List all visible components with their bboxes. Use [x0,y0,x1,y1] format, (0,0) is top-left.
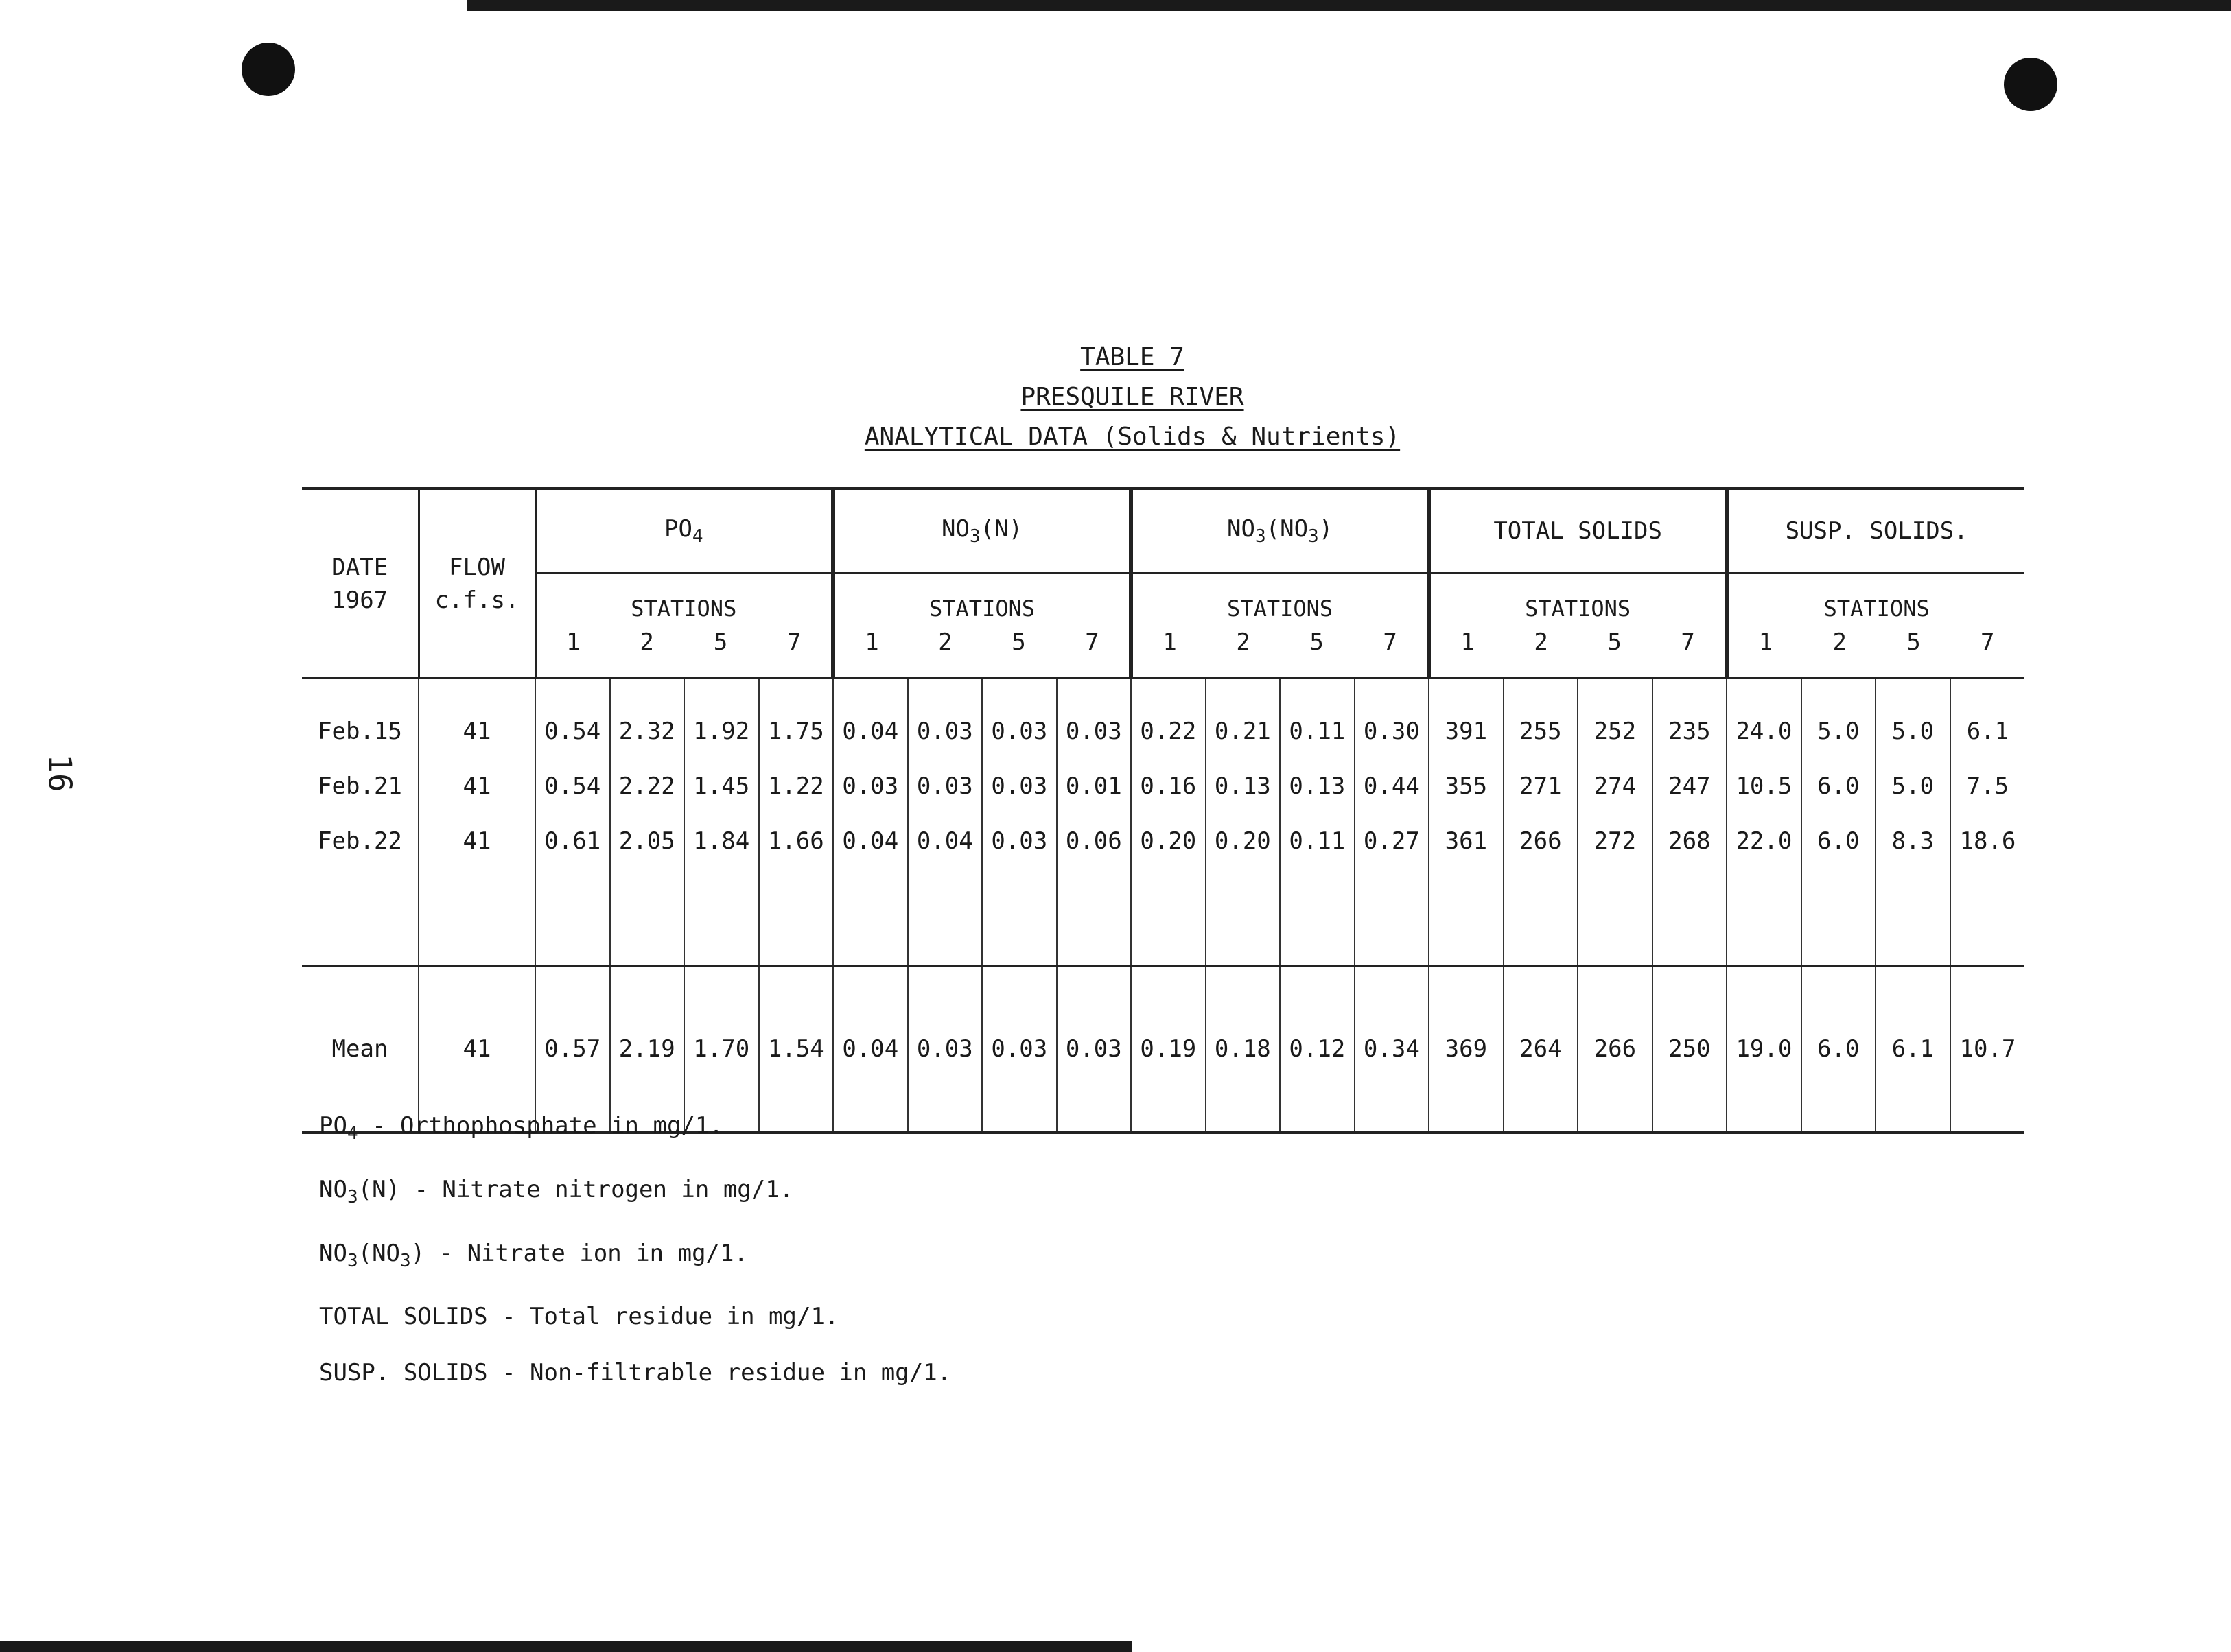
value-cell: 1.22 [759,759,834,814]
value-cell: 1.92 [684,678,759,759]
value-cell: 391 [1429,678,1504,759]
spacer-cell [1057,869,1132,966]
analytical-data-table-wrap [302,487,2024,1134]
value-cell: 6.0 [1801,759,1876,814]
value-cell: 5.0 [1801,678,1876,759]
date-cell: Mean [302,966,419,1133]
table-row [302,759,2024,814]
value-cell: 0.13 [1280,759,1355,814]
value-cell: 0.03 [982,966,1057,1133]
spacer-cell [833,869,908,966]
value-cell: 0.03 [1057,966,1132,1133]
value-cell: 1.70 [684,966,759,1133]
value-cell: 1.66 [759,814,834,869]
po4-stations-header: STATIONS 1 2 5 7 [535,574,833,678]
value-cell: 6.1 [1950,678,2025,759]
value-cell: 369 [1429,966,1504,1133]
total-solids-group-header: TOTAL SOLIDS [1429,488,1727,574]
value-cell: 266 [1578,966,1652,1133]
value-cell: 252 [1578,678,1652,759]
spacer-cell [759,869,834,966]
flow-header: FLOW c.f.s. [419,488,535,678]
value-cell: 0.22 [1131,678,1206,759]
value-cell: 0.44 [1355,759,1429,814]
table-title-block [721,338,1544,457]
po4-group-header: $PO_4$ [535,488,833,574]
value-cell: 1.75 [759,678,834,759]
value-cell: 0.57 [535,966,610,1133]
value-cell: 5.0 [1876,678,1950,759]
value-cell: 24.0 [1727,678,1801,759]
value-cell: 0.03 [982,814,1057,869]
value-cell: 0.04 [833,814,908,869]
spacer-cell [1504,869,1578,966]
flow-cell: 41 [419,759,535,814]
spacer-cell [1429,869,1504,966]
spacer-cell [1727,869,1801,966]
value-cell: 6.1 [1876,966,1950,1133]
value-cell: 6.0 [1801,966,1876,1133]
table-number: TABLE 7 [1080,343,1184,371]
value-cell: 0.01 [1057,759,1132,814]
table-row [302,814,2024,869]
value-cell: 0.20 [1131,814,1206,869]
value-cell: 1.84 [684,814,759,869]
table-body [302,678,2024,1133]
note-po4: $PO_4$ - Orthophosphate in mg/1. [319,1112,723,1144]
flow-cell: 41 [419,814,535,869]
value-cell: 0.13 [1206,759,1281,814]
analytical-data-table [302,487,2024,1134]
value-cell: 0.03 [982,678,1057,759]
top-scan-edge [467,0,2231,11]
footnotes [319,1098,951,1401]
value-cell: 361 [1429,814,1504,869]
value-cell: 2.19 [610,966,685,1133]
spacer-cell [1950,869,2025,966]
value-cell: 250 [1652,966,1727,1133]
value-cell: 0.03 [833,759,908,814]
date-cell: Feb.22 [318,827,402,855]
value-cell: 0.03 [982,759,1057,814]
spacer-cell [1280,869,1355,966]
spacer-cell [535,869,610,966]
spacer-cell [1206,869,1281,966]
value-cell: 7.5 [1950,759,2025,814]
punch-hole-left [242,43,295,96]
value-cell: 0.19 [1131,966,1206,1133]
spacer-cell [684,869,759,966]
value-cell: 18.6 [1950,814,2025,869]
value-cell: 19.0 [1727,966,1801,1133]
susp-solids-stations-header: STATIONS 1 2 5 7 [1727,574,2024,678]
value-cell: 0.03 [1057,678,1132,759]
total-solids-stations-header: STATIONS 1 2 5 7 [1429,574,1727,678]
value-cell: 10.5 [1727,759,1801,814]
spacer-cell [1355,869,1429,966]
value-cell: 1.54 [759,966,834,1133]
value-cell: 5.0 [1876,759,1950,814]
value-cell: 0.61 [535,814,610,869]
value-cell: 0.06 [1057,814,1132,869]
value-cell: 22.0 [1727,814,1801,869]
note-no3no3: $NO_3(NO_3)$ - Nitrate ion in mg/1. [319,1239,748,1271]
value-cell: 0.54 [535,759,610,814]
table-row [302,678,2024,759]
value-cell: 2.22 [610,759,685,814]
spacer-cell [908,869,983,966]
value-cell: 355 [1429,759,1504,814]
date-cell: Feb.15 [302,678,419,759]
no3no3-group-header: $NO_3(NO_3)$ [1131,488,1429,574]
flow-cell: 41 [419,678,535,759]
date-header: DATE 1967 [302,488,419,678]
value-cell: 235 [1652,678,1727,759]
spacer-cell [1578,869,1652,966]
value-cell: 0.04 [833,678,908,759]
flow-cell: 41 [419,966,535,1133]
spacer-cell [982,869,1057,966]
value-cell: 0.16 [1131,759,1206,814]
note-no3n: $NO_3(N)$ - Nitrate nitrogen in mg/1. [319,1175,794,1207]
spacer-cell [419,869,535,966]
no3n-group-header: $NO_3(N)$ [833,488,1131,574]
value-cell: 0.04 [908,814,983,869]
value-cell: 255 [1504,678,1578,759]
value-cell: 271 [1504,759,1578,814]
spacer-cell [610,869,685,966]
value-cell: 0.11 [1280,814,1355,869]
susp-solids-group-header: SUSP. SOLIDS. [1727,488,2024,574]
value-cell: 0.03 [908,759,983,814]
value-cell: 2.32 [610,678,685,759]
value-cell: 0.21 [1206,678,1281,759]
value-cell: 0.12 [1280,966,1355,1133]
table-river-name: PRESQUILE RIVER [1020,383,1244,411]
note-susp-solids: SUSP. SOLIDS - Non-filtrable residue in mg/1. [319,1359,952,1387]
value-cell: 0.03 [908,678,983,759]
value-cell: 0.27 [1355,814,1429,869]
spacer-row [302,869,2024,966]
value-cell: 264 [1504,966,1578,1133]
no3no3-stations-header: STATIONS 1 2 5 7 [1131,574,1429,678]
value-cell: 1.45 [684,759,759,814]
value-cell: 0.11 [1280,678,1355,759]
value-cell: 0.18 [1206,966,1281,1133]
value-cell: 274 [1578,759,1652,814]
value-cell: 268 [1652,814,1727,869]
value-cell: 266 [1504,814,1578,869]
spacer-cell [1876,869,1950,966]
value-cell: 6.0 [1801,814,1876,869]
value-cell: 0.54 [535,678,610,759]
date-cell: Feb.21 [318,772,402,800]
bottom-scan-edge [0,1641,1132,1652]
value-cell: 2.05 [610,814,685,869]
page-number: 16 [41,754,79,792]
value-cell: 0.34 [1355,966,1429,1133]
spacer-cell [302,869,419,966]
value-cell: 10.7 [1950,966,2025,1133]
value-cell: 8.3 [1876,814,1950,869]
value-cell: 272 [1578,814,1652,869]
note-total-solids: TOTAL SOLIDS - Total residue in mg/1. [319,1303,839,1331]
spacer-cell [1652,869,1727,966]
spacer-cell [1801,869,1876,966]
value-cell: 0.20 [1206,814,1281,869]
spacer-cell [1131,869,1206,966]
table-subtitle: ANALYTICAL DATA (Solids & Nutrients) [864,423,1401,451]
no3n-stations-header: STATIONS 1 2 5 7 [833,574,1131,678]
value-cell: 247 [1652,759,1727,814]
value-cell: 0.03 [908,966,983,1133]
value-cell: 0.30 [1355,678,1429,759]
value-cell: 0.04 [833,966,908,1133]
punch-hole-right [2004,58,2057,111]
